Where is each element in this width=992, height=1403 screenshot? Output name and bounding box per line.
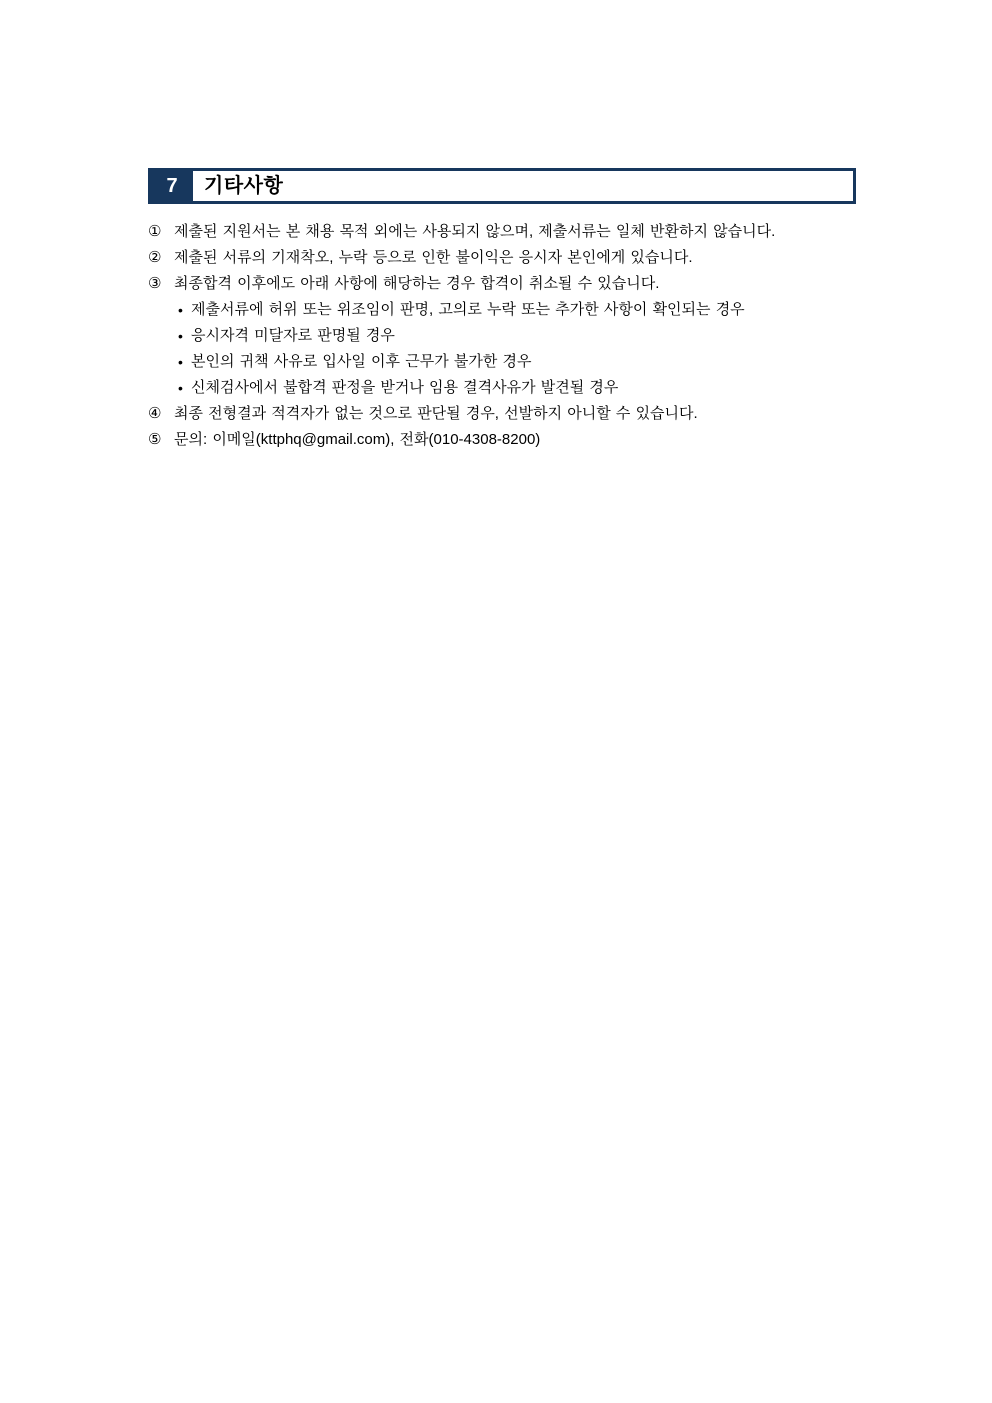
list-item bbox=[148, 271, 856, 401]
list-item bbox=[148, 427, 856, 453]
item-text: 제출된 지원서는 본 채용 목적 외에는 사용되지 않으며, 제출서류는 일체 반환하지 않습니다. bbox=[174, 223, 776, 240]
list-item-row bbox=[148, 245, 856, 271]
sub-list-item bbox=[178, 297, 856, 323]
sub-item-text: 제출서류에 허위 또는 위조임이 판명, 고의로 누락 또는 추가한 사항이 확인되는 경우 bbox=[191, 301, 745, 318]
item-number-marker: ③ bbox=[148, 275, 162, 292]
sub-items-list bbox=[178, 297, 856, 401]
sub-list-item bbox=[178, 323, 856, 349]
item-text: 제출된 서류의 기재착오, 누락 등으로 인한 불이익은 응시자 본인에게 있습니다. bbox=[174, 249, 693, 266]
bullet-icon: • bbox=[178, 328, 183, 344]
item-number-marker: ⑤ bbox=[148, 431, 162, 448]
items-list bbox=[148, 219, 856, 453]
list-item-row bbox=[148, 219, 856, 245]
item-number-marker: ④ bbox=[148, 405, 162, 422]
section-number-badge: 7 bbox=[151, 171, 193, 201]
sub-item-text: 신체검사에서 불합격 판정을 받거나 임용 결격사유가 발견될 경우 bbox=[191, 379, 619, 396]
section-header bbox=[148, 168, 856, 204]
list-item-row bbox=[148, 401, 856, 427]
section-title: 기타사항 bbox=[204, 175, 284, 197]
list-item bbox=[148, 219, 856, 245]
item-number-marker: ① bbox=[148, 223, 162, 240]
item-text: 최종 전형결과 적격자가 없는 것으로 판단될 경우, 선발하지 아니할 수 있습니다. bbox=[174, 405, 698, 422]
bullet-icon: • bbox=[178, 302, 183, 318]
sub-item-text: 응시자격 미달자로 판명될 경우 bbox=[191, 327, 395, 344]
list-item-row bbox=[148, 271, 856, 297]
item-text: 최종합격 이후에도 아래 사항에 해당하는 경우 합격이 취소될 수 있습니다. bbox=[174, 275, 660, 292]
sub-list-item bbox=[178, 349, 856, 375]
item-number-marker: ② bbox=[148, 249, 162, 266]
sub-list-item bbox=[178, 375, 856, 401]
item-text: 문의: 이메일(kttphq@gmail.com), 전화(010-4308-8200) bbox=[174, 431, 541, 448]
bullet-icon: • bbox=[178, 354, 183, 370]
sub-item-text: 본인의 귀책 사유로 입사일 이후 근무가 불가한 경우 bbox=[191, 353, 532, 370]
list-item bbox=[148, 401, 856, 427]
list-item-row bbox=[148, 427, 856, 453]
list-item bbox=[148, 245, 856, 271]
bullet-icon: • bbox=[178, 380, 183, 396]
